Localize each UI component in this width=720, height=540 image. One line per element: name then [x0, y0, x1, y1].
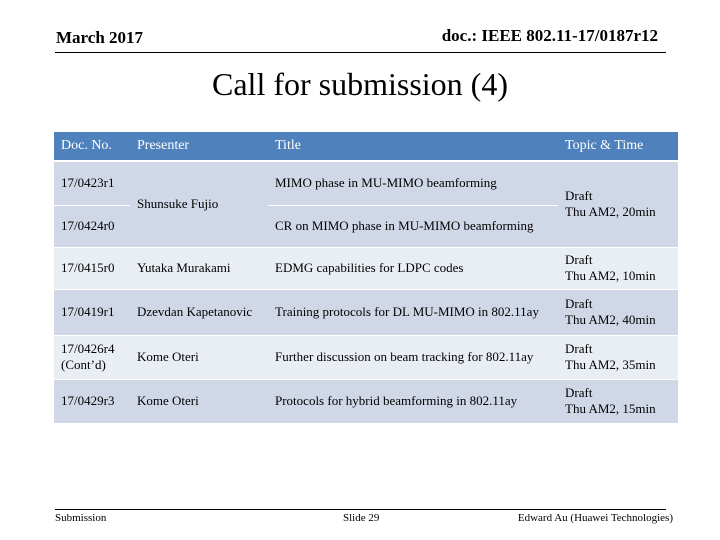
col-header-title: Title — [268, 132, 558, 161]
topic-time-cell — [558, 379, 678, 423]
doc-cell: 17/0426r4 (Cont’d) — [54, 335, 130, 379]
footer-slide-number: Slide 29 — [343, 512, 380, 524]
presenter-cell: Yutaka Murakami — [130, 247, 268, 289]
topic-time-cell — [558, 335, 678, 379]
time-label: Thu AM2, 10min — [565, 268, 656, 283]
topic-label: Draft — [565, 296, 593, 311]
header-date: March 2017 — [56, 28, 144, 47]
topic-label: Draft — [565, 341, 593, 356]
header-doc-id: doc.: IEEE 802.11-17/0187r12 — [441, 26, 658, 45]
doc-cell: 17/0419r1 — [54, 289, 130, 335]
presenter-cell: Dzevdan Kapetanovic — [130, 289, 268, 335]
title-cell: CR on MIMO phase in MU-MIMO beamforming — [268, 205, 558, 247]
title-cell: Protocols for hybrid beamforming in 802.11ay — [268, 379, 558, 423]
col-header-presenter: Presenter — [130, 132, 268, 161]
topic-time-cell — [558, 247, 678, 289]
topic-label: Draft — [565, 385, 593, 401]
time-label: Thu AM2, 20min — [565, 204, 656, 220]
table-row — [54, 335, 678, 379]
table-header-row — [54, 132, 678, 161]
footer-submission: Submission — [55, 512, 107, 524]
presenter-cell: Kome Oteri — [130, 335, 268, 379]
footer-divider — [55, 509, 666, 510]
table-row — [54, 289, 678, 335]
topic-label: Draft — [565, 188, 593, 204]
presenter-cell: Kome Oteri — [130, 379, 268, 423]
table-row — [54, 161, 678, 205]
time-label: Thu AM2, 15min — [565, 401, 656, 417]
topic-time-cell — [558, 289, 678, 335]
time-label: Thu AM2, 40min — [565, 312, 656, 327]
table-row — [54, 247, 678, 289]
presenter-cell: Shunsuke Fujio — [130, 161, 268, 247]
slide-title: Call for submission (4) — [212, 66, 508, 102]
title-cell: Training protocols for DL MU-MIMO in 802.11ay — [268, 289, 558, 335]
submission-table — [54, 132, 678, 423]
table-row — [54, 379, 678, 423]
topic-time-cell — [558, 161, 678, 247]
doc-cell: 17/0429r3 — [54, 379, 130, 423]
header-divider — [55, 52, 666, 53]
doc-cell: 17/0424r0 — [54, 205, 130, 247]
col-header-topic: Topic & Time — [558, 132, 678, 161]
topic-label: Draft — [565, 252, 593, 267]
footer-author: Edward Au (Huawei Technologies) — [517, 512, 673, 524]
time-label: Thu AM2, 35min — [565, 357, 656, 372]
title-cell: Further discussion on beam tracking for 802.11ay — [268, 335, 558, 379]
col-header-doc: Doc. No. — [54, 132, 130, 161]
title-cell: MIMO phase in MU-MIMO beamforming — [268, 161, 558, 205]
doc-cell: 17/0415r0 — [54, 247, 130, 289]
title-cell: EDMG capabilities for LDPC codes — [268, 247, 558, 289]
doc-cell: 17/0423r1 — [54, 161, 130, 205]
